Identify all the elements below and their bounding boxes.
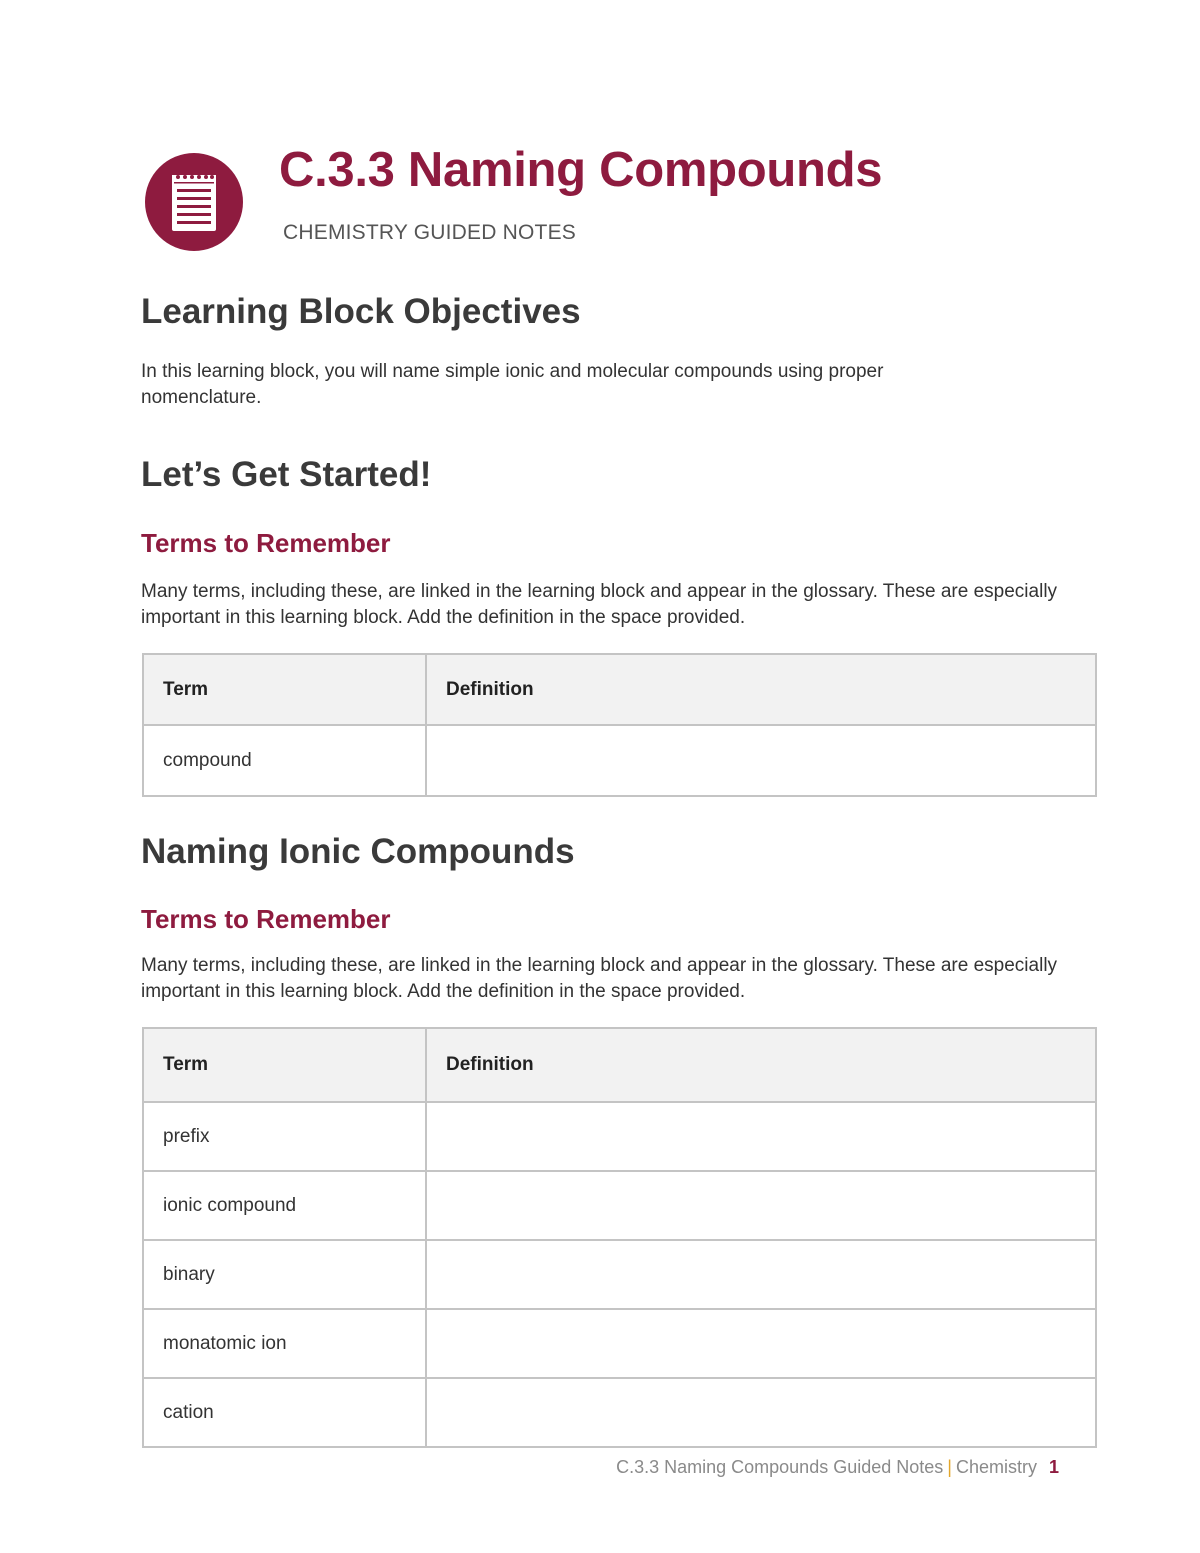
footer-doc-name: C.3.3 Naming Compounds Guided Notes	[616, 1457, 944, 1477]
term-cell: prefix	[143, 1102, 426, 1171]
definition-cell[interactable]	[426, 1309, 1096, 1378]
term-cell: binary	[143, 1240, 426, 1309]
naming-ionic-heading: Naming Ionic Compounds	[141, 832, 575, 871]
definition-cell[interactable]	[426, 1171, 1096, 1240]
term-cell: cation	[143, 1378, 426, 1447]
notepad-icon	[145, 153, 243, 251]
terms-intro-text: Many terms, including these, are linked in the learning block and appear in the glossary. These are especially important in this learning block. Add the definition in the space provided.	[141, 581, 1058, 628]
page-number: 1	[1048, 1457, 1059, 1477]
page-footer	[616, 1457, 1059, 1478]
definition-cell[interactable]	[426, 1378, 1096, 1447]
table-row	[143, 1240, 1096, 1309]
table-row	[143, 1102, 1096, 1171]
terms-table	[142, 653, 1097, 797]
table-header-row	[143, 1028, 1096, 1102]
terms-subheading: Terms to Remember	[141, 528, 391, 558]
table-header-row	[143, 654, 1096, 725]
terms-subheading: Terms to Remember	[141, 904, 391, 934]
definition-cell[interactable]	[426, 725, 1096, 796]
term-cell: monatomic ion	[143, 1309, 426, 1378]
page-title: C.3.3 Naming Compounds	[279, 143, 883, 197]
getting-started-heading: Let’s Get Started!	[141, 455, 432, 494]
definition-cell[interactable]	[426, 1102, 1096, 1171]
terms-intro-text: Many terms, including these, are linked in the learning block and appear in the glossary. These are especially important in this learning block. Add the definition in the space provided.	[141, 955, 1058, 1002]
definition-column-header: Definition	[426, 1028, 1096, 1102]
table-row	[143, 1378, 1096, 1447]
table-row	[143, 725, 1096, 796]
footer-separator: |	[947, 1457, 952, 1477]
definition-cell[interactable]	[426, 1240, 1096, 1309]
definition-column-header: Definition	[426, 654, 1096, 725]
objectives-heading: Learning Block Objectives	[141, 292, 581, 331]
table-row	[143, 1171, 1096, 1240]
terms-table	[142, 1027, 1097, 1448]
page-subtitle: CHEMISTRY GUIDED NOTES	[283, 221, 576, 244]
term-cell: ionic compound	[143, 1171, 426, 1240]
objectives-text: In this learning block, you will name simple ionic and molecular compounds using proper nomenclature.	[141, 361, 884, 408]
term-column-header: Term	[143, 1028, 426, 1102]
footer-subject: Chemistry	[955, 1457, 1037, 1477]
table-row	[143, 1309, 1096, 1378]
term-column-header: Term	[143, 654, 426, 725]
term-cell: compound	[143, 725, 426, 796]
